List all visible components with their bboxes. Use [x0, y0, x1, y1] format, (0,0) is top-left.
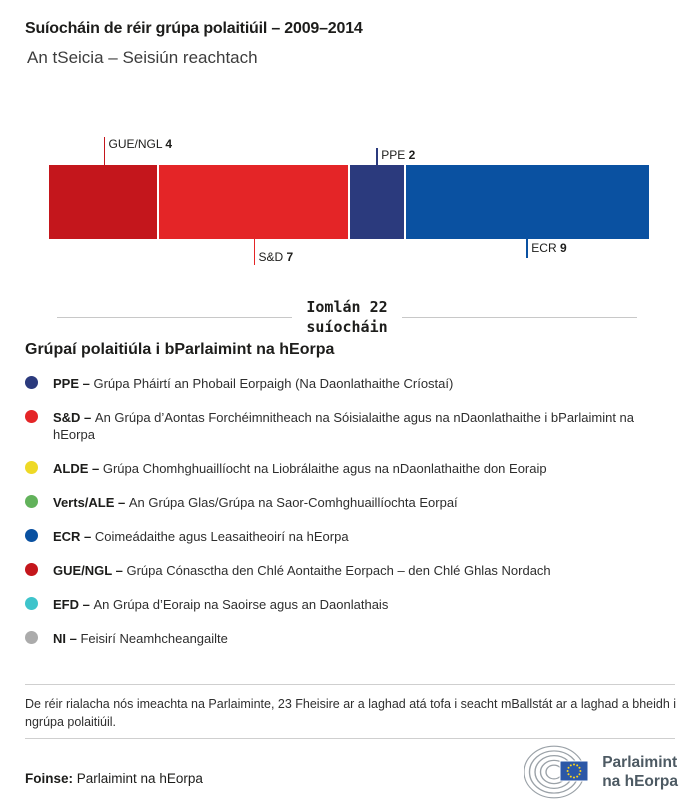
- ep-logo-line1: Parlaimint: [602, 754, 678, 771]
- legend-item-label: S&D – An Grúpa d’Aontas Forchéimnitheach na Sóisialaithe agus na nDaonlathaithe i bParlaimint na hEorpa: [53, 410, 635, 442]
- callout-tick: [526, 239, 528, 258]
- legend-item-alde: [25, 460, 673, 477]
- callout-tick: [254, 239, 256, 265]
- source-label: Foinse:: [25, 771, 74, 786]
- legend-item-label: NI – Feisirí Neamhcheangailte: [53, 631, 228, 646]
- callout-gue-ngl: [104, 137, 173, 165]
- legend-item-s-d: [25, 409, 673, 443]
- legend-item-label: EFD – An Grúpa d’Eoraip na Saoirse agus an Daonlathais: [53, 597, 389, 612]
- legend-dot: [25, 597, 38, 610]
- source-value-text: Parlaimint na hEorpa: [76, 771, 203, 786]
- legend-dot: [25, 495, 38, 508]
- source-line: [25, 771, 203, 786]
- page-subtitle: An tSeicia – Seisiún reachtach: [27, 48, 258, 67]
- divider-line-left: [57, 317, 292, 318]
- legend-item-label: PPE – Grúpa Pháirtí an Phobail Eorpaigh (Na Daonlathaithe Críostaí): [53, 376, 454, 391]
- bar-segment-ecr: [406, 165, 649, 239]
- legend-dot: [25, 376, 38, 389]
- legend-item-ecr: [25, 528, 673, 545]
- callout-label: ECR 9: [531, 241, 567, 255]
- footnote-divider-top: [25, 684, 675, 685]
- page-title: Suíocháin de réir grúpa polaitiúil – 2009–2014: [25, 20, 363, 37]
- callout-label: PPE 2: [381, 148, 416, 162]
- legend-dot: [25, 461, 38, 474]
- legend-item-label: ECR – Coimeádaithe agus Leasaitheoirí na hEorpa: [53, 529, 349, 544]
- legend-dot: [25, 563, 38, 576]
- legend-list: [25, 375, 673, 647]
- footnote-text: De réir rialacha nós imeachta na Parlaiminte, 23 Fheisire ar a laghad atá tofa i seacht mBallstát ar a laghad a bheidh i ngrúpa polaitiúil.: [25, 697, 677, 729]
- ep-hemicycle-icon: [524, 743, 596, 801]
- bar-segment-gue-ngl: [49, 165, 157, 239]
- callout-label: S&D 7: [258, 250, 294, 264]
- callout-tick: [376, 148, 378, 165]
- eu-flag-icon: [560, 761, 588, 781]
- legend-dot: [25, 529, 38, 542]
- legend-item-ppe: [25, 375, 673, 392]
- callout-s-d: [254, 239, 294, 265]
- legend-item-label: ALDE – Grúpa Chomhghuaillíocht na Liobrálaithe agus na nDaonlathaithe don Eoraip: [53, 461, 547, 476]
- european-parliament-logo: [524, 743, 678, 801]
- legend-item-label: Verts/ALE – An Grúpa Glas/Grúpa na Saor-Comhghuaillíochta Eorpaí: [53, 495, 458, 510]
- total-seats-line1: Iomlán 22: [306, 298, 388, 316]
- legend-heading: Grúpaí polaitiúla i bParlaimint na hEorpa: [25, 341, 335, 358]
- ep-logo-text: [602, 753, 678, 791]
- legend-item-ni: [25, 630, 673, 647]
- bar-segment-ppe: [350, 165, 404, 239]
- legend-item-efd: [25, 596, 673, 613]
- callout-ecr: [526, 239, 567, 258]
- callout-ppe: [376, 148, 416, 165]
- seat-distribution-bar: [49, 165, 649, 239]
- callout-tick: [104, 137, 106, 165]
- legend-item-gue-ngl: [25, 562, 673, 579]
- ep-logo-line2: na hEorpa: [602, 773, 678, 790]
- total-seats-label: [306, 297, 387, 337]
- callout-label: GUE/NGL 4: [108, 137, 173, 151]
- legend-item-verts-ale: [25, 494, 673, 511]
- legend-item-label: GUE/NGL – Grúpa Cónasctha den Chlé Aontaithe Eorpach – den Chlé Ghlas Nordach: [53, 563, 551, 578]
- bar-segment-s-d: [159, 165, 348, 239]
- footnote-divider-bottom: [25, 738, 675, 739]
- legend-dot: [25, 410, 38, 423]
- total-seats-line2: suíocháin: [306, 318, 388, 336]
- total-divider: [57, 295, 637, 339]
- divider-line-right: [402, 317, 637, 318]
- legend-dot: [25, 631, 38, 644]
